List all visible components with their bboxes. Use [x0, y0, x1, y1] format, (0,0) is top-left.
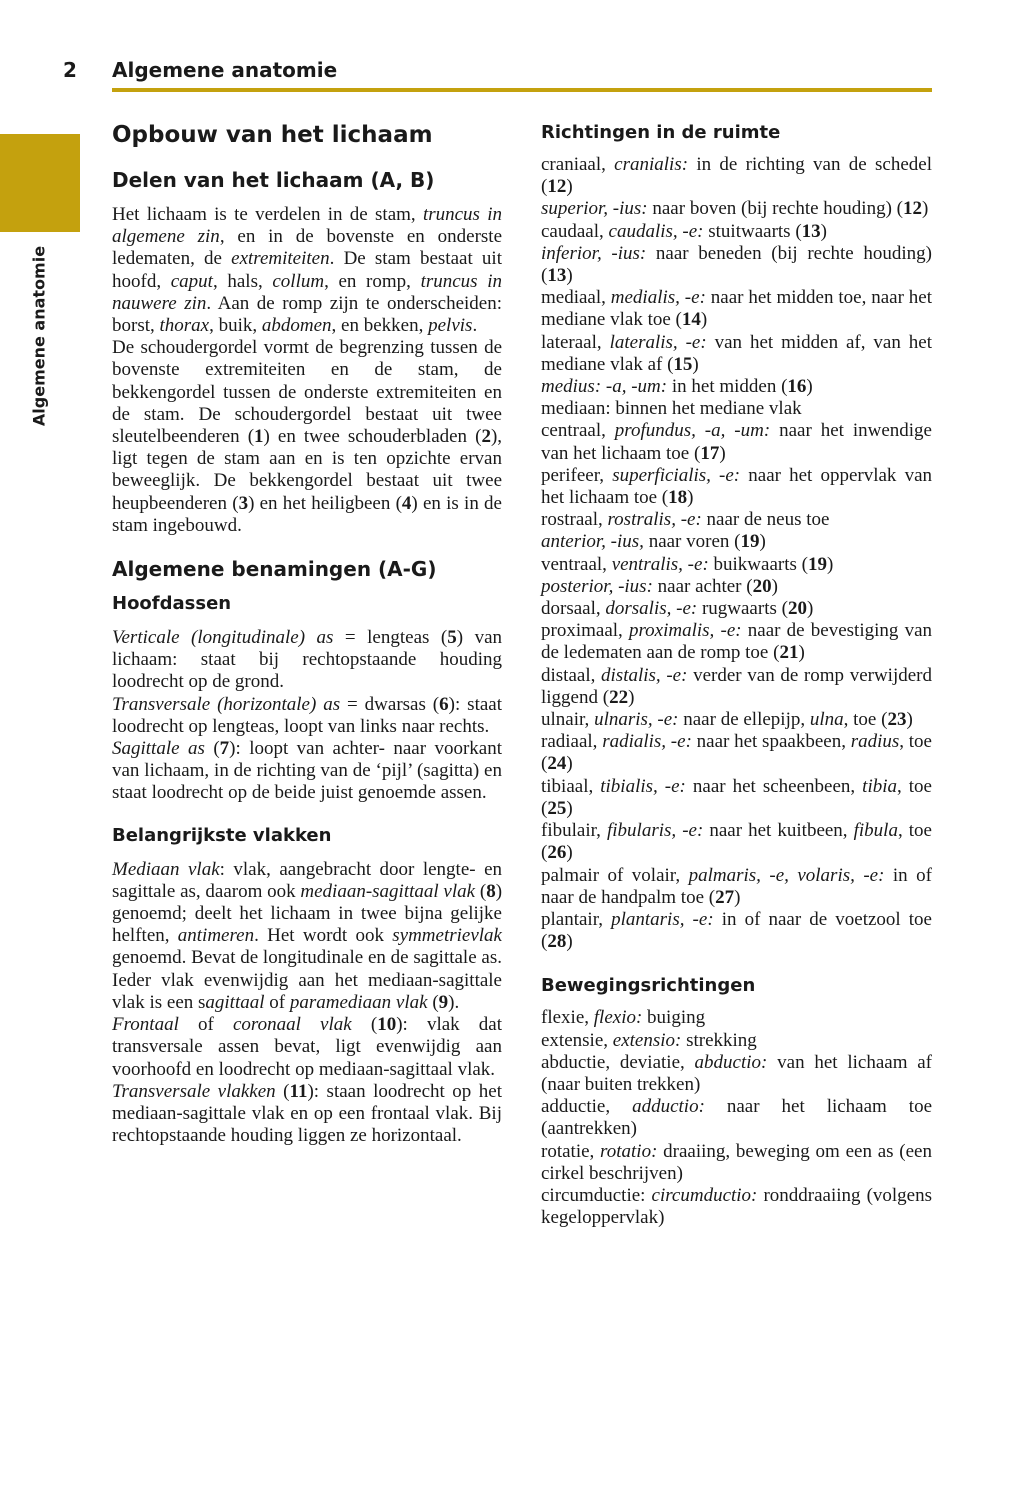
richting-entry: radiaal, radialis, -e: naar het spaakbeen, radius, toe (24)	[541, 731, 932, 775]
paragraph-delen-1: Het lichaam is te verdelen in de stam, truncus in algemene zin, en in de bovenste en onderste ledematen, de extremiteiten. De stam bestaat uit hoofd, caput, hals, collum, en romp, truncus in nauwere zin. Aan de romp zijn te onderscheiden: borst, thorax, buik, abdomen, en bekken, pelvis.	[112, 204, 503, 337]
richting-entry: superior, -ius: naar boven (bij rechte houding) (12)	[541, 198, 929, 220]
paragraph-vlak-frontaal: Frontaal of coronaal vlak (10): vlak dat transversale assen bevat, ligt evenwijdig aan voorhoofd en loodrecht op mediaan-sagittaal vlak.	[112, 1014, 503, 1080]
header-rule	[112, 88, 932, 92]
subheading-vlakken: Belangrijkste vlakken	[112, 824, 332, 846]
richting-entry: dorsaal, dorsalis, -e: rugwaarts (20)	[541, 598, 814, 620]
richting-entry: rostraal, rostralis, -e: naar de neus toe	[541, 509, 830, 531]
beweging-entry: extensie, extensio: strekking	[541, 1029, 757, 1051]
richting-entry: palmair of volair, palmaris, -e, volaris, -e: in of naar de handpalm toe (27)	[541, 864, 932, 908]
paragraph-as-transversale: Transversale (horizontale) as = dwarsas (6): staat loodrecht op lengteas, loopt van links naar rechts.	[112, 693, 502, 737]
paragraph-vlak-mediaan: Mediaan vlak: vlak, aangebracht door lengte- en sagittale as, daarom ook mediaan-sagittaal vlak (8) genoemd; deelt het lichaam in twee bijna gelijke helften, antimeren. Het wordt ook symmetrievlak genoemd. Bevat de longitudinale en de sagittale as. Ieder vlak evenwijdig aan het mediaan-sagittale vlak is een sagittaal of paramediaan vlak (9).	[112, 858, 503, 1013]
richting-entry: lateraal, lateralis, -e: van het midden af, van het mediane vlak af (15)	[541, 331, 932, 375]
paragraph-delen-2: De schoudergordel vormt de begrenzing tussen de bovenste extremiteiten en de stam, de bekkengordel tussen de onderste extremiteiten en de stam. De schoudergordel bestaat uit twee sleutelbeenderen (1) en twee schouderbladen (2), ligt tegen de stam aan en is ten opzichte ervan beweeglijk. De bekkengordel bestaat uit twee heupbeenderen (3) en het heiligbeen (4) en is in de stam ingebouwd.	[112, 337, 503, 536]
side-label: Algemene anatomie	[29, 245, 49, 427]
subheading-richtingen: Richtingen in de ruimte	[541, 122, 781, 143]
richting-entry: proximaal, proximalis, -e: naar de bevestiging van de ledematen aan de romp toe (21)	[541, 620, 933, 664]
richting-entry: tibiaal, tibialis, -e: naar het scheenbeen, tibia, toe (25)	[541, 775, 932, 819]
richting-entry: craniaal, cranialis: in de richting van de schedel (12)	[541, 154, 932, 198]
richting-entry: anterior, -ius, naar voren (19)	[541, 531, 766, 553]
beweging-list	[541, 1007, 932, 1229]
chapter-title: Opbouw van het lichaam	[112, 122, 433, 148]
beweging-entry: flexie, flexio: buiging	[541, 1007, 706, 1029]
richting-entry: ulnair, ulnaris, -e: naar de ellepijp, ulna, toe (23)	[541, 709, 913, 731]
richting-entry: distaal, distalis, -e: verder van de romp verwijderd liggend (22)	[541, 664, 932, 708]
running-title: Algemene anatomie	[112, 58, 338, 82]
richting-entry: fibulair, fibularis, -e: naar het kuitbeen, fibula, toe (26)	[541, 820, 932, 864]
paragraph-as-verticale: Verticale (longitudinale) as = lengteas (5) van lichaam: staat bij rechtopstaande houding loodrecht op de grond.	[112, 627, 502, 693]
richtingen-list	[541, 154, 932, 953]
page-number: 2	[63, 58, 77, 82]
paragraph-as-sagittale: Sagittale as (7): loopt van achter- naar voorkant van lichaam, in de richting van de ‘pijl’ (sagitta) en staat loodrecht op de beide juist genoemde assen.	[112, 738, 503, 804]
richting-entry: plantair, plantaris, -e: in of naar de voetzool toe (28)	[541, 908, 932, 953]
paragraph-vlak-transversaal: Transversale vlakken (11): staan loodrecht op het mediaan-sagittale vlak en op een frontaal vlak. Bij rechtopstaande houding liggen ze horizontaal.	[112, 1080, 503, 1147]
subheading-hoofdassen: Hoofdassen	[112, 593, 232, 615]
richting-entry: ventraal, ventralis, -e: buikwaarts (19)	[541, 553, 834, 575]
left-column	[112, 120, 502, 1147]
section-heading-algemene: Algemene benamingen (A-G)	[112, 557, 437, 582]
beweging-entry: adductie, adductio: naar het lichaam toe (aantrekken)	[541, 1096, 932, 1140]
richting-entry: caudaal, caudalis, -e: stuitwaarts (13)	[541, 220, 827, 242]
richting-entry: inferior, -ius: naar beneden (bij rechte houding) (13)	[541, 242, 933, 287]
section-heading-delen: Delen van het lichaam (A, B)	[112, 168, 435, 192]
beweging-entry: abductie, deviatie, abductio: van het lichaam af (naar buiten trekken)	[541, 1051, 932, 1095]
richting-entry: posterior, -ius: naar achter (20)	[541, 575, 778, 597]
subheading-bewegingsrichtingen: Bewegingsrichtingen	[541, 975, 756, 997]
beweging-entry: rotatie, rotatio: draaiing, beweging om een as (een cirkel beschrijven)	[541, 1140, 932, 1184]
richting-entry: centraal, profundus, -a, -um: naar het inwendige van het lichaam toe (17)	[541, 420, 932, 464]
beweging-entry: circumductie: circumductio: ronddraaiing (volgens kegeloppervlak)	[541, 1184, 932, 1229]
richting-entry: medius: -a, -um: in het midden (16)	[541, 376, 813, 398]
side-tab	[0, 134, 80, 232]
richting-entry: mediaal, medialis, -e: naar het midden toe, naar het mediane vlak toe (14)	[541, 287, 933, 331]
richting-entry: perifeer, superficialis, -e: naar het oppervlak van het lichaam toe (18)	[541, 464, 932, 509]
richting-entry: mediaan: binnen het mediane vlak	[541, 398, 802, 420]
right-column	[541, 120, 932, 1229]
